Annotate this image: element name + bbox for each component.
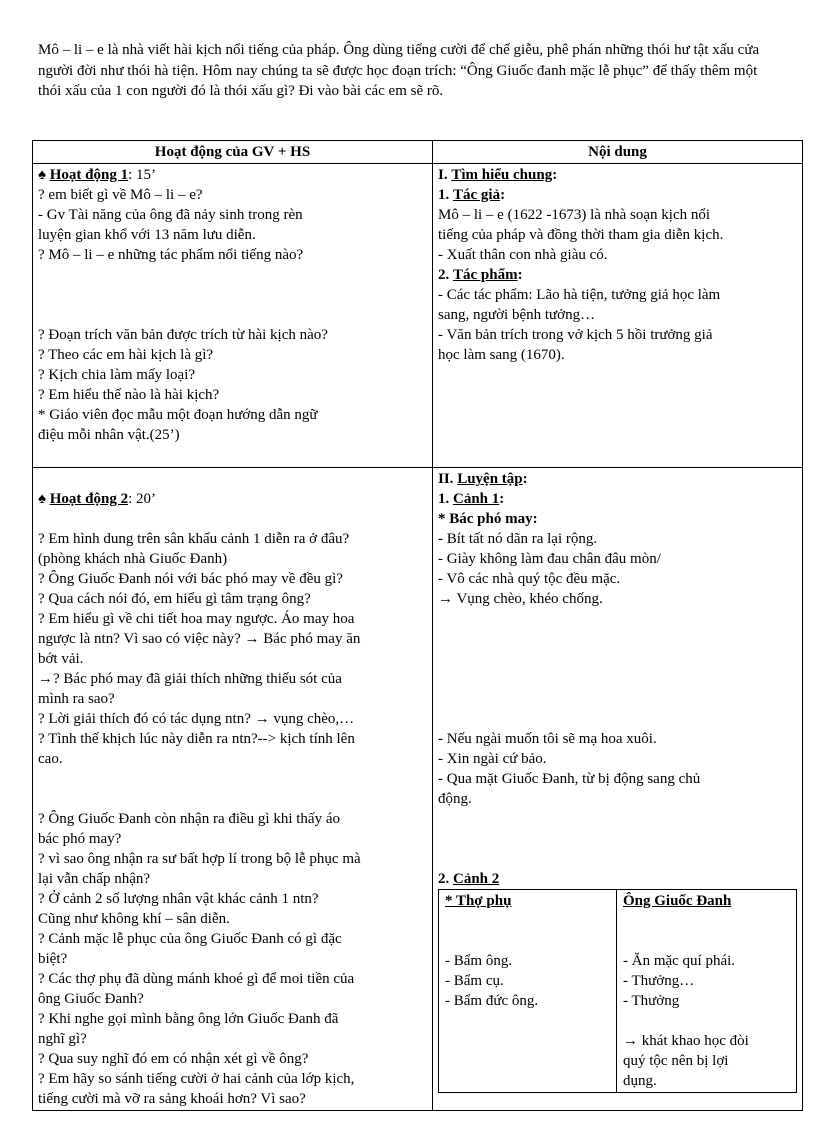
text-line: - Xuất thân con nhà giàu có.: [438, 247, 608, 263]
text-line: biệt?: [38, 951, 68, 967]
text-line: ? Mô – li – e những tác phẩm nổi tiếng nào?: [38, 247, 304, 263]
text-line: sang, người bệnh tưởng…: [438, 307, 596, 323]
section-title: Luyện tập: [457, 471, 523, 487]
spacer: [445, 911, 610, 951]
assistants-header: * Thợ phụ: [445, 893, 512, 909]
text-line: ? Khi nghe gọi mình bằng ông lớn Giuốc Đanh đã: [38, 1011, 339, 1027]
content-2-cell: [433, 468, 803, 1111]
activity-label: Hoạt động 2: [49, 491, 129, 507]
text-line: - Vô các nhà quý tộc đều mặc.: [438, 571, 621, 587]
subsection-heading: 2. Tác phẩm:: [438, 267, 523, 283]
text-line: * Giáo viên đọc mẫu một đoạn hướng dẫn ngữ: [38, 407, 318, 423]
table-header-row: [33, 141, 803, 164]
text-line: động.: [438, 791, 472, 807]
list-item: - Ăn mặc quí phái.: [623, 953, 736, 969]
text-line: bác phó may?: [38, 831, 122, 847]
text-line: tiếng của pháp và đồng thời tham gia diễn kịch.: [438, 227, 724, 243]
text-line: - Các tác phẩm: Lão hà tiện, tưởng giả học làm: [438, 287, 721, 303]
text-line: → Vụng chèo, khéo chống.: [438, 591, 603, 607]
text-line: ? Ở cảnh 2 số lượng nhân vật khác cảnh 1 ntn?: [38, 891, 319, 907]
text-line: ? Em hình dung trên sân khấu cảnh 1 diễn ra ở đâu?: [38, 531, 350, 547]
spacer: [38, 469, 427, 489]
text-line: ? Qua suy nghĩ đó em có nhận xét gì về ông?: [38, 1051, 309, 1067]
header-content: Nội dung: [433, 141, 803, 164]
text-line: ? Theo các em hài kịch là gì?: [38, 347, 214, 363]
section-heading: II. Luyện tập:: [438, 471, 528, 487]
text-line: luyện gian khổ với 13 năm lưu diễn.: [38, 227, 256, 243]
text-line: - Bít tất nó dãn ra lại rộng.: [438, 531, 598, 547]
subsection-number: 2.: [438, 267, 450, 283]
column-header: [445, 891, 610, 911]
text-line: ? Em hiểu gì về chi tiết hoa may ngược. Áo may hoa: [38, 611, 355, 627]
subsection-heading: 1. Cảnh 1:: [438, 491, 505, 507]
text-line: ? Đoạn trích văn bản được trích từ hài kịch nào?: [38, 327, 328, 343]
text-line: - Qua mặt Giuốc Đanh, từ bị động sang chủ: [438, 771, 701, 787]
subsection-title: Tác giả: [453, 187, 501, 203]
activity-time: : 20’: [128, 491, 156, 507]
intro-paragraph: Mô – li – e là nhà viết hài kịch nổi tiếng của pháp. Ông dùng tiếng cười để chế giễu, phê phán những thói hư tật xấu cửa người đời như thói hà tiện. Hôm nay chúng ta sẽ được học đoạn trích: “Ông Giuốc đanh mặc lễ phục” để thấy thêm một thói xấu của 1 con người đó là thói xấu gì? Đi vào bài các em sẽ rõ.: [38, 42, 760, 99]
text-line: ? Qua cách nói đó, em hiểu gì tâm trạng ông?: [38, 591, 311, 607]
subsection-number: 1.: [438, 187, 450, 203]
spacer: [38, 769, 427, 809]
subsection-title: Cảnh 2: [453, 871, 500, 887]
text-line: học làm sang (1670).: [438, 347, 565, 363]
list-item: - Bẩm ông.: [445, 953, 513, 969]
spacer: [623, 1011, 790, 1031]
text-line: - Gv Tài năng của ông đã nảy sinh trong rèn: [38, 207, 303, 223]
activity-2-cell: [33, 468, 433, 1111]
table-row: [439, 890, 797, 1093]
section-number: I.: [438, 167, 448, 183]
column-header: [623, 891, 790, 911]
table-row: [33, 468, 803, 1111]
text-line: Mô – li – e (1622 -1673) là nhà soạn kịch nổi: [438, 207, 711, 223]
text-line: - Xin ngài cứ bảo.: [438, 751, 547, 767]
text-line: ? vì sao ông nhận ra sư bất hợp lí trong bộ lễ phục mà: [38, 851, 361, 867]
activity-1-cell: [33, 164, 433, 468]
text-line: ? Các thợ phụ đã dùng mánh khoé gì để moi tiền của: [38, 971, 355, 987]
text-line: →? Bác phó may đã giải thích những thiếu sót của: [38, 671, 342, 687]
subsection-heading: [438, 869, 797, 889]
section-title: Tìm hiểu chung: [451, 167, 553, 183]
spacer: [623, 911, 790, 951]
activity-label: Hoạt động 1: [49, 167, 129, 183]
tailor-heading: * Bác phó may:: [438, 511, 538, 527]
spade-icon: ♠: [38, 167, 46, 183]
list-item: - Bẩm cụ.: [445, 973, 504, 989]
text-line: ? Em hãy so sánh tiếng cười ở hai cảnh của lớp kịch,: [38, 1071, 355, 1087]
list-item: - Thưởng…: [623, 973, 695, 989]
conclusion-line: quý tộc nên bị lợi: [623, 1053, 729, 1069]
subsection-subheading: [438, 509, 797, 529]
text-line: - Giày không làm đau chân đâu mòn/: [438, 551, 661, 567]
text-line: nghĩ gì?: [38, 1031, 87, 1047]
text-line: ngược là ntn? Vì sao có việc này? → Bác phó may ăn: [38, 631, 361, 647]
text-line: cao.: [38, 751, 63, 767]
text-line: điệu mỗi nhân vật.(25’): [38, 427, 180, 443]
subsection-title: Tác phẩm: [453, 267, 518, 283]
conclusion-line: dụng.: [623, 1073, 657, 1089]
text-line: Cũng như không khí – sân diễn.: [38, 911, 230, 927]
text-line: (phòng khách nhà Giuốc Đanh): [38, 551, 228, 567]
text-line: ? Tình thế khịch lúc này diễn ra ntn?--> kịch tính lên: [38, 731, 355, 747]
text-line: - Văn bản trích trong vở kịch 5 hồi trưởng giả: [438, 327, 713, 343]
comparison-col-1: [439, 890, 617, 1093]
subsection-number: 2.: [438, 871, 450, 887]
table-row: [33, 164, 803, 468]
text-line: tiếng cười mà vỡ ra sảng khoái hơn? Vì sao?: [38, 1091, 306, 1107]
text-line: lại vẫn chấp nhận?: [38, 871, 151, 887]
spacer: [38, 265, 427, 325]
spade-icon: ♠: [38, 491, 46, 507]
text-line: ? Em hiểu thế nào là hài kịch?: [38, 387, 220, 403]
header-activities: Hoạt động của GV + HS: [33, 141, 433, 164]
text-line: bớt vải.: [38, 651, 84, 667]
spacer: [438, 809, 797, 869]
text-line: ? Kịch chia làm mấy loại?: [38, 367, 196, 383]
comparison-col-2: [617, 890, 797, 1093]
conclusion-line: → khát khao học đòi: [623, 1033, 749, 1049]
section-number: II.: [438, 471, 454, 487]
text-line: ông Giuốc Đanh?: [38, 991, 144, 1007]
text-line: ? Lời giải thích đó có tác dụng ntn? → vụng chèo,…: [38, 711, 355, 727]
text-line: ? Cảnh mặc lễ phục của ông Giuốc Đanh có gì đặc: [38, 931, 342, 947]
text-line: ? Ông Giuốc Đanh còn nhận ra điều gì khi thấy áo: [38, 811, 340, 827]
activity-heading: [38, 165, 427, 185]
subsection-heading: 1. Tác giả:: [438, 187, 506, 203]
lesson-table: [32, 140, 803, 1111]
section-heading: I. Tìm hiểu chung:: [438, 167, 558, 183]
list-item: - Thưởng: [623, 993, 680, 1009]
list-item: - Bẩm đức ông.: [445, 993, 539, 1009]
text-line: - Nếu ngài muốn tôi sẽ mạ hoa xuôi.: [438, 731, 657, 747]
text-line: mình ra sao?: [38, 691, 115, 707]
activity-heading: [38, 489, 427, 509]
comparison-table: [438, 889, 797, 1093]
text-line: ? em biết gì về Mô – li – e?: [38, 187, 203, 203]
spacer: [438, 609, 797, 729]
spacer: [38, 509, 427, 529]
jourdain-header: Ông Giuốc Đanh: [623, 893, 732, 909]
subsection-title: Cảnh 1: [453, 491, 500, 507]
text-line: ? Ông Giuốc Đanh nói với bác phó may về đều gì?: [38, 571, 343, 587]
activity-time: : 15’: [128, 167, 156, 183]
content-1-cell: [433, 164, 803, 468]
subsection-number: 1.: [438, 491, 450, 507]
